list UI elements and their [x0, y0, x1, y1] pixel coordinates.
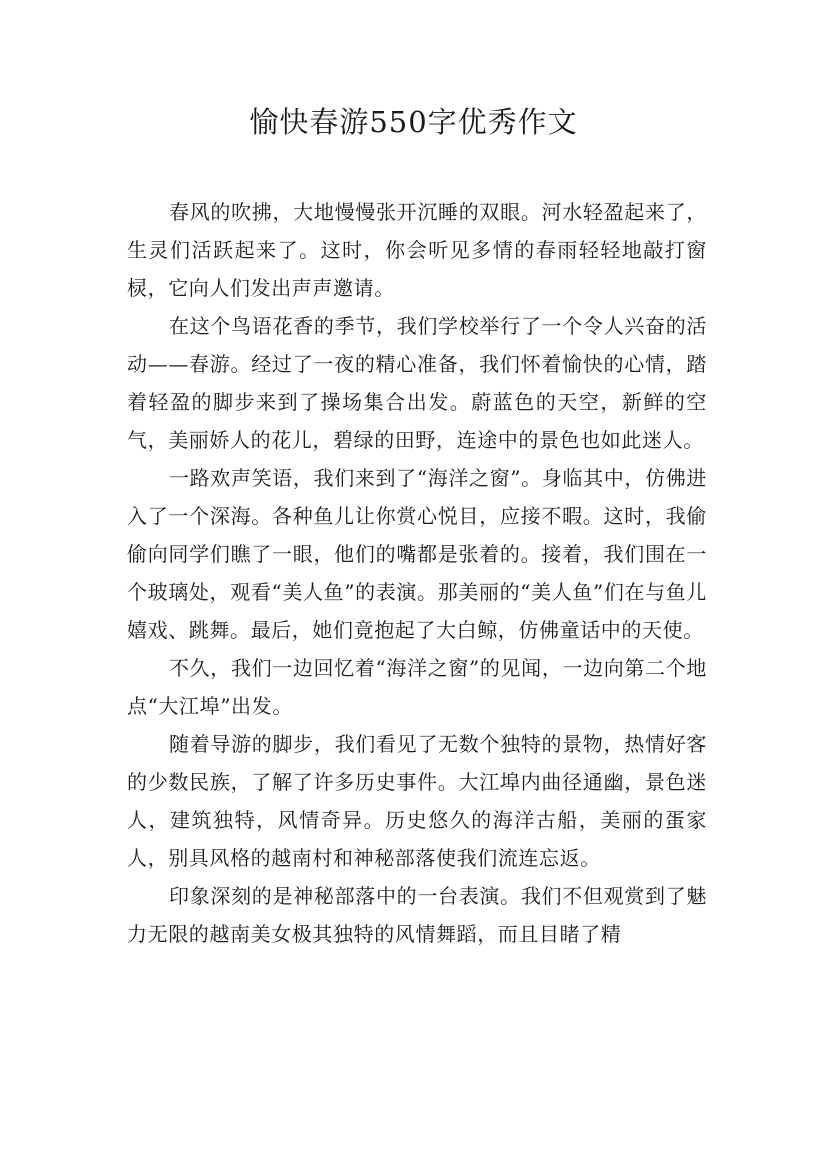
paragraph: 随着导游的脚步，我们看见了无数个独特的景物，热情好客的少数民族，了解了许多历史事件。大江埠内曲径通幽，景色迷人，建筑独特，风情奇异。历史悠久的海洋古船，美丽的蛋家人，别具风格的越南村和神秘部落使我们流连忘返。	[127, 732, 707, 870]
document-body	[127, 193, 707, 953]
paragraph: 春风的吹拂，大地慢慢张开沉睡的双眼。河水轻盈起来了，生灵们活跃起来了。这时，你会听见多情的春雨轻轻地敲打窗棂，它向人们发出声声邀请。	[127, 200, 707, 300]
paragraph: 不久，我们一边回忆着“海洋之窗”的见闻，一边向第二个地点“大江埠”出发。	[127, 656, 707, 718]
document-title: 愉快春游550字优秀作文	[249, 105, 578, 139]
paragraph: 印象深刻的是神秘部落中的一台表演。我们不但观赏到了魅力无限的越南美女极其独特的风情舞蹈，而且目睹了精	[127, 884, 707, 946]
paragraph: 一路欢声笑语，我们来到了“海洋之窗”。身临其中，仿佛进入了一个深海。各种鱼儿让你赏心悦目，应接不暇。这时，我偷偷向同学们瞧了一眼，他们的嘴都是张着的。接着，我们围在一个玻璃处，观看“美人鱼”的表演。那美丽的“美人鱼”们在与鱼儿嬉戏、跳舞。最后，她们竟抱起了大白鲸，仿佛童话中的天使。	[127, 466, 707, 642]
paragraph: 在这个鸟语花香的季节，我们学校举行了一个令人兴奋的活动——春游。经过了一夜的精心准备，我们怀着愉快的心情，踏着轻盈的脚步来到了操场集合出发。蔚蓝色的天空，新鲜的空气，美丽娇人的花儿，碧绿的田野，连途中的景色也如此迷人。	[127, 314, 707, 452]
